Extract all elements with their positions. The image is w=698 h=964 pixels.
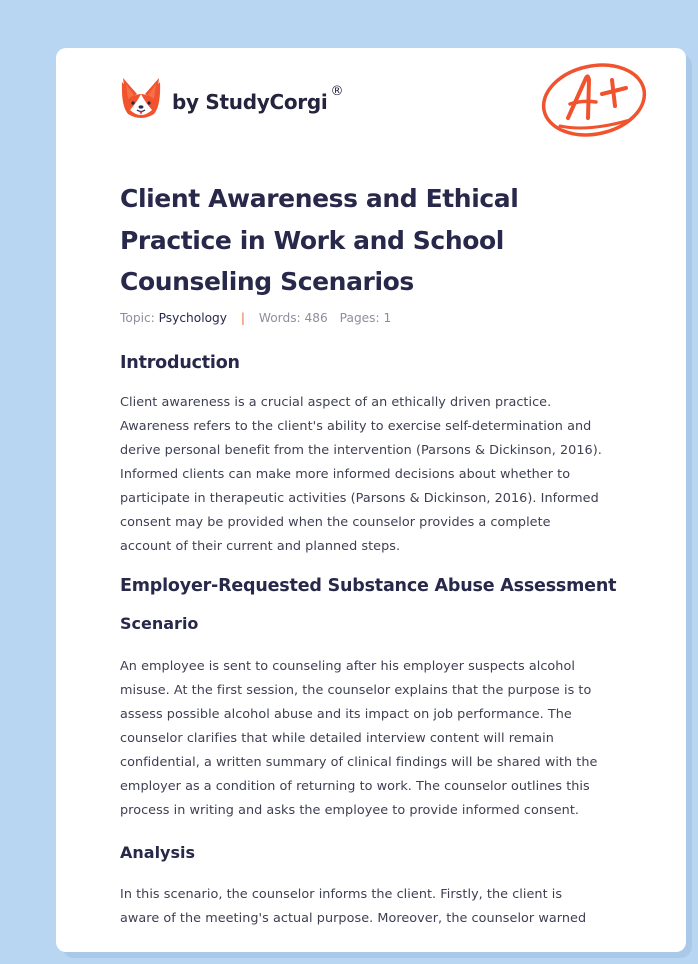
text-line: In this scenario, the counselor informs the client. Firstly, the client is [120, 887, 563, 902]
analysis-paragraph [120, 883, 640, 931]
text-line: employer as a condition of returning to work. The counselor outlines this [120, 779, 590, 794]
text-line: confidential, a written summary of clinical findings will be shared with the [120, 755, 598, 770]
a-plus-grade-icon [538, 58, 650, 140]
logo-text: by StudyCorgi [172, 90, 328, 114]
topic-label: Topic: [120, 311, 155, 325]
subheading-analysis: Analysis [120, 843, 196, 862]
section-heading-introduction: Introduction [120, 353, 240, 373]
corgi-icon [120, 76, 162, 122]
title-line: Practice in Work and School [120, 225, 504, 255]
text-line: aware of the meeting's actual purpose. Moreover, the counselor warned [120, 911, 587, 926]
document-title [120, 178, 590, 303]
meta-separator: | [240, 311, 245, 325]
registered-mark: ® [330, 83, 344, 99]
text-line: participate in therapeutic activities (Parsons & Dickinson, 2016). Informed [120, 491, 599, 506]
text-line: account of their current and planned steps. [120, 539, 401, 554]
text-line: counselor clarifies that while detailed interview content will remain [120, 731, 554, 746]
topic-link[interactable]: Psychology [158, 311, 228, 325]
text-line: derive personal benefit from the intervention (Parsons & Dickinson, 2016). [120, 443, 602, 458]
document-meta [120, 311, 391, 325]
document-card [56, 48, 686, 952]
studycorgi-logo[interactable] [120, 74, 343, 124]
introduction-paragraph [120, 391, 640, 559]
text-line: misuse. At the first session, the counselor explains that the purpose is to [120, 683, 592, 698]
words-label: Words: [258, 311, 301, 325]
title-line: Counseling Scenarios [120, 267, 414, 296]
text-line: consent may be provided when the counselor provides a complete [120, 515, 551, 530]
section-heading-employer-requested-assessment: Employer-Requested Substance Abuse Assessment [120, 576, 617, 596]
text-line: Informed clients can make more informed decisions about whether to [120, 467, 571, 482]
text-line: Client awareness is a crucial aspect of an ethically driven practice. [120, 395, 552, 410]
title-line: Client Awareness and Ethical [120, 184, 519, 213]
text-line: Awareness refers to the client's ability to exercise self-determination and [120, 419, 592, 434]
subheading-scenario: Scenario [120, 614, 199, 633]
text-line: process in writing and asks the employee to provide informed consent. [120, 803, 580, 818]
text-line: assess possible alcohol abuse and its impact on job performance. The [120, 707, 572, 722]
pages-label: Pages: [339, 311, 380, 325]
scenario-paragraph [120, 655, 640, 823]
text-line: An employee is sent to counseling after his employer suspects alcohol [120, 659, 575, 674]
words-count: 486 [304, 311, 328, 325]
pages-count: 1 [383, 311, 392, 325]
